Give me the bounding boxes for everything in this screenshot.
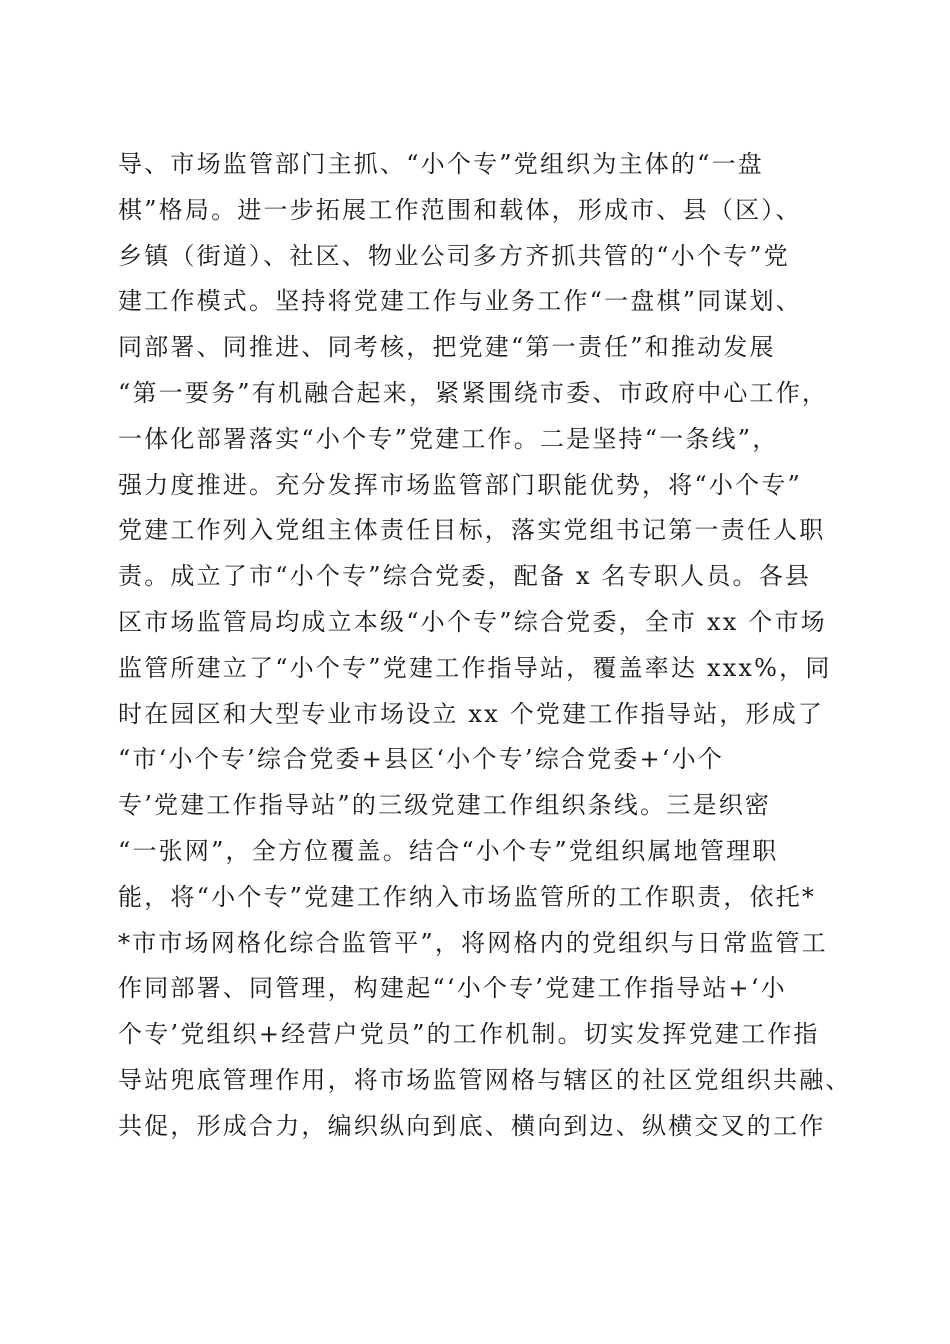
text-line: 责。成立了市“小个专”综合党委，配备 x 名专职人员。各县: [118, 562, 812, 591]
text-line: 时在园区和大型专业市场设立 xx 个党建工作指导站，形成了: [118, 699, 825, 728]
text-line: “第一要务”有机融合起来，紧紧围绕市委、市政府中心工作，: [118, 378, 829, 407]
text-line: 同部署、同推进、同考核，把党建“第一责任”和推动发展: [118, 333, 776, 362]
text-line: 党建工作列入党组主体责任目标，落实党组书记第一责任人职: [118, 516, 826, 545]
text-line: 乡镇（街道）、社区、物业公司多方齐抓共管的“小个专”党: [118, 241, 790, 270]
text-line: 监管所建立了“小个专”党建工作指导站，覆盖率达 xxx%，同: [118, 653, 832, 682]
text-line: “一张网”，全方位覆盖。结合“小个专”党组织属地管理职: [118, 836, 779, 865]
text-line: 一体化部署落实“小个专”党建工作。二是坚持“一条线”，: [118, 424, 779, 453]
text-line: 专’党建工作指导站”的三级党建工作组织条线。三是织密: [118, 791, 772, 820]
text-line: 强力度推进。充分发挥市场监管部门职能优势，将“小个专”: [118, 470, 802, 499]
text-line: 区市场监管局均成立本级“小个专”综合党委，全市 xx 个市场: [118, 607, 827, 636]
text-line: 能，将“小个专”党建工作纳入市场监管所的工作职责，依托*: [118, 882, 817, 911]
text-line: “市‘小个专’综合党委+县区‘小个专’综合党委+‘小个: [118, 745, 725, 774]
text-line: 共促，形成合力，编织纵向到底、横向到边、纵横交叉的工作: [118, 1111, 826, 1140]
text-line: 棋”格局。进一步拓展工作范围和载体，形成市、县（区）、: [118, 195, 802, 224]
text-line: 导、市场监管部门主抓、“小个专”党组织为主体的“一盘: [118, 150, 765, 178]
body-text: [118, 142, 852, 1150]
text-line: 个专’党组织+经营户党员”的工作机制。切实发挥党建工作指: [118, 1020, 820, 1049]
text-line: *市市场网格化综合监管平”，将网格内的党组织与日常监管工: [118, 928, 828, 957]
text-line: 建工作模式。坚持将党建工作与业务工作“一盘棋”同谋划、: [118, 287, 802, 316]
text-line: 作同部署、同管理，构建起“‘小个专’党建工作指导站+‘小: [118, 974, 787, 1003]
text-line: 导站兜底管理作用，将市场监管网格与辖区的社区党组织共融、: [118, 1065, 852, 1094]
